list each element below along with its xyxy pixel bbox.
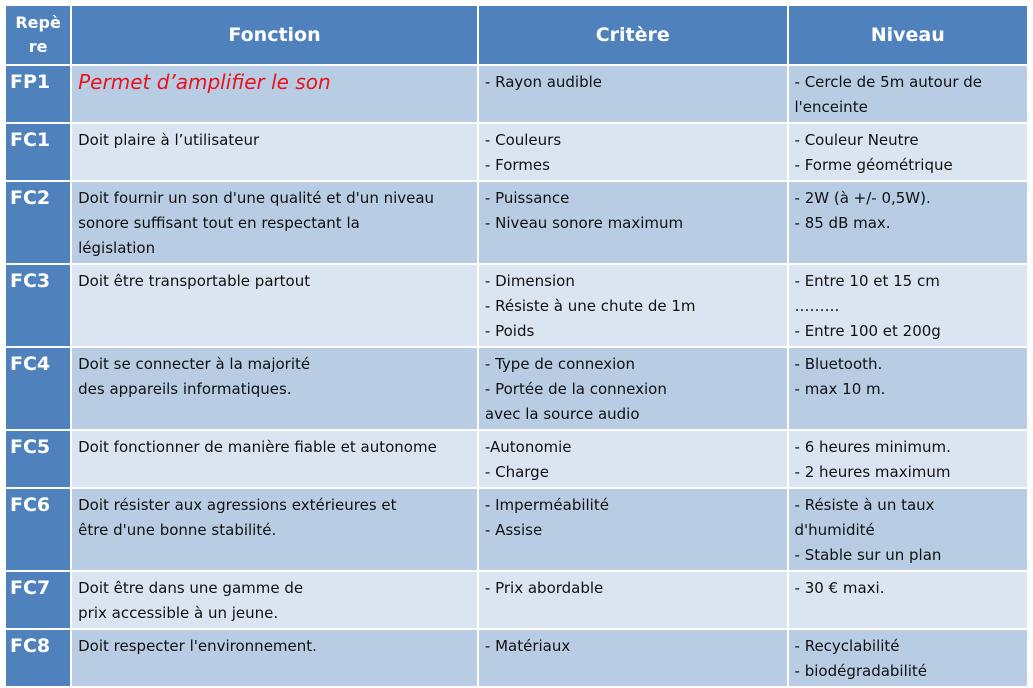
fonction-line: sonore suffisant tout en respectant la [78,214,360,232]
niveau-cell [789,124,1027,180]
niveau-line: - Entre 10 et 15 cm [794,272,940,290]
specification-table [4,4,1029,688]
fonction-line: Doit plaire à l’utilisateur [78,131,260,149]
fonction-line: Doit résister aux agressions extérieures et [78,496,397,514]
table-row [6,265,1027,346]
fonction-line: Doit fonctionner de manière fiable et autonome [78,438,437,456]
repere-cell: FC6 [6,489,70,570]
fonction-cell [72,431,477,487]
niveau-cell [789,265,1027,346]
critere-line: - Puissance [484,189,570,207]
critere-line: -Autonomie [484,438,572,456]
niveau-line: d'humidité [794,521,875,539]
critere-line: - Portée de la connexion [484,380,667,398]
niveau-line: - 2 heures maximum [794,463,951,481]
critere-line: - Assise [484,521,543,539]
critere-cell [479,66,787,122]
niveau-cell [789,348,1027,429]
critere-cell [479,348,787,429]
niveau-line: ……… [794,297,840,315]
fonction-cell [72,265,477,346]
niveau-cell [789,489,1027,570]
fonction-line: Doit fournir un son d'une qualité et d'un niveau [78,189,435,207]
critere-cell [479,572,787,628]
repere-cell: FC1 [6,124,70,180]
table-row [6,182,1027,263]
niveau-line: - Bluetooth. [794,355,883,373]
table-body [6,66,1027,686]
table-row [6,124,1027,180]
fonction-cell [72,489,477,570]
fonction-line: Doit être transportable partout [78,272,311,290]
fonction-line: législation [78,239,156,257]
critere-cell [479,630,787,686]
critere-cell [479,182,787,263]
fonction-line: Permet d’amplifier le son [78,70,331,94]
fonction-line: Doit se connecter à la majorité [78,355,311,373]
niveau-line: - max 10 m. [794,380,886,398]
critere-line: - Rayon audible [484,73,603,91]
critere-line: - Prix abordable [484,579,604,597]
niveau-line: - Entre 100 et 200g [794,322,941,340]
table-row [6,431,1027,487]
niveau-line: - Stable sur un plan [794,546,942,564]
critere-line: - Matériaux [484,637,571,655]
table-row [6,630,1027,686]
fonction-cell [72,630,477,686]
fonction-line: Doit respecter l'environnement. [78,637,317,655]
niveau-line: - Recyclabilité [794,637,900,655]
critere-line: avec la source audio [484,405,640,423]
niveau-line: l'enceinte [794,98,868,116]
header-repere: Repè re [6,6,70,64]
niveau-line: - Résiste à un taux [794,496,935,514]
repere-cell: FC7 [6,572,70,628]
critere-line: - Couleurs [484,131,562,149]
niveau-line: - 6 heures minimum. [794,438,951,456]
critere-line: - Dimension [484,272,575,290]
niveau-line: - 30 € maxi. [794,579,885,597]
fonction-line: Doit être dans une gamme de [78,579,304,597]
niveau-line: - Cercle de 5m autour de [794,73,983,91]
repere-cell: FC8 [6,630,70,686]
critere-cell [479,124,787,180]
critere-line: - Imperméabilité [484,496,609,514]
fonction-cell [72,182,477,263]
critere-cell [479,265,787,346]
niveau-cell [789,572,1027,628]
repere-cell: FC4 [6,348,70,429]
table-row [6,489,1027,570]
critere-line: - Type de connexion [484,355,635,373]
niveau-cell [789,630,1027,686]
repere-cell: FC5 [6,431,70,487]
fonction-line: être d'une bonne stabilité. [78,521,277,539]
niveau-line: - Forme géométrique [794,156,953,174]
fonction-line: prix accessible à un jeune. [78,604,279,622]
table-row [6,572,1027,628]
table-row [6,66,1027,122]
critere-cell [479,489,787,570]
repere-cell: FC3 [6,265,70,346]
header-row [6,6,1027,64]
critere-line: - Résiste à une chute de 1m [484,297,696,315]
niveau-line: - biodégradabilité [794,662,928,680]
niveau-line: - 85 dB max. [794,214,891,232]
critere-cell [479,431,787,487]
critere-line: - Charge [484,463,549,481]
fonction-cell [72,572,477,628]
niveau-line: - 2W (à +/- 0,5W). [794,189,931,207]
critere-line: - Niveau sonore maximum [484,214,684,232]
fonction-line: des appareils informatiques. [78,380,292,398]
niveau-line: - Couleur Neutre [794,131,919,149]
niveau-cell [789,66,1027,122]
header-critere: Critère [479,6,787,64]
repere-cell: FP1 [6,66,70,122]
fonction-cell [72,66,477,122]
fonction-cell [72,348,477,429]
niveau-cell [789,182,1027,263]
critere-line: - Poids [484,322,535,340]
header-niveau: Niveau [789,6,1027,64]
niveau-cell [789,431,1027,487]
repere-cell: FC2 [6,182,70,263]
table-row [6,348,1027,429]
fonction-cell [72,124,477,180]
critere-line: - Formes [484,156,550,174]
header-fonction: Fonction [72,6,477,64]
